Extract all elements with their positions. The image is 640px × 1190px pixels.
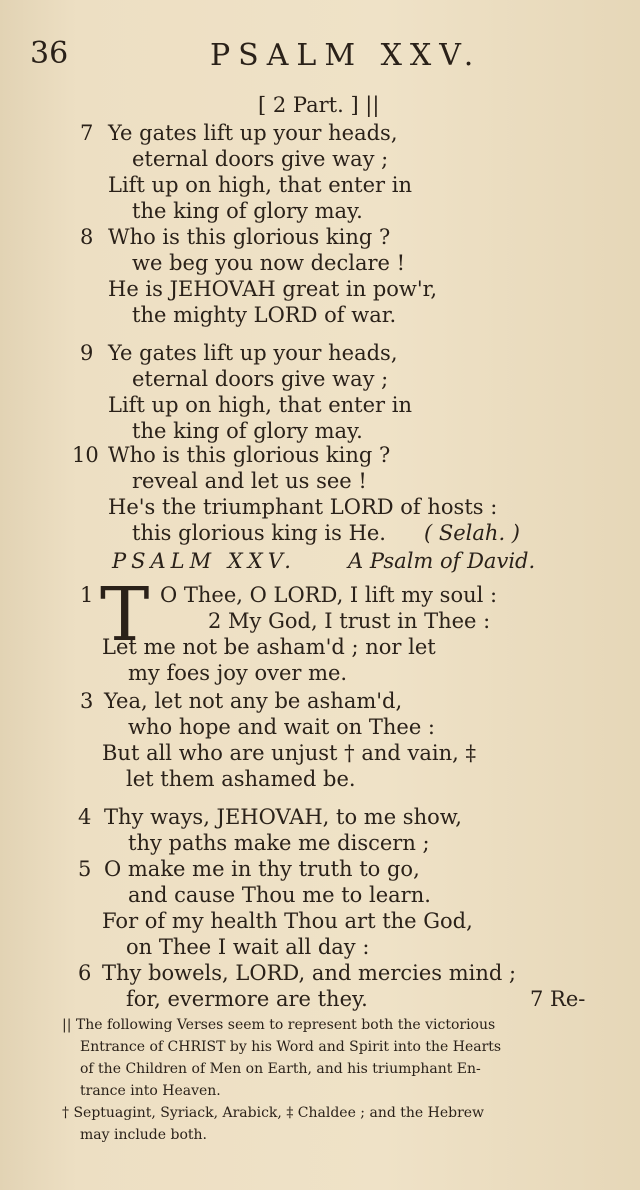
verse-line: on Thee I wait all day : (126, 935, 370, 959)
selah-mark: ( Selah. ) (424, 521, 520, 545)
verse-number: 10 (72, 443, 99, 467)
verse-line: 2 My God, I trust in Thee : (208, 609, 491, 633)
verse-line: He is JEHOVAH great in pow'r, (108, 277, 438, 301)
verse-line: for, evermore are they. (126, 987, 368, 1011)
verse-number: 4 (78, 805, 92, 829)
verse-line: Lift up on high, that enter in (108, 173, 412, 197)
verse-number: 9 (80, 341, 94, 365)
verse-line: who hope and wait on Thee : (128, 715, 436, 739)
verse-line: Who is this glorious king ? (108, 443, 391, 467)
verse-line: this glorious king is He. (132, 521, 386, 545)
verse-number: 7 (80, 121, 94, 145)
psalm-subtitle: A Psalm of David. (348, 549, 536, 573)
verse-number: 8 (80, 225, 94, 249)
verse-number: 3 (80, 689, 94, 713)
part-heading: [ 2 Part. ] || (258, 93, 380, 117)
footnote-line: may include both. (80, 1127, 207, 1143)
verse-line: reveal and let us see ! (132, 469, 367, 493)
verse-line: Who is this glorious king ? (108, 225, 391, 249)
verse-number: 1 (80, 583, 94, 607)
verse-line: Let me not be asham'd ; nor let (102, 635, 436, 659)
verse-line: eternal doors give way ; (132, 147, 389, 171)
verse-line: we beg you now declare ! (132, 251, 406, 275)
catchword: 7 Re- (530, 987, 586, 1011)
footnote-line: || The following Verses seem to represent both the victorious (62, 1017, 496, 1033)
verse-line: O Thee, O LORD, I lift my soul : (160, 583, 498, 607)
verse-number: 6 (78, 961, 92, 985)
verse-line: my foes joy over me. (128, 661, 348, 685)
verse-line: Thy bowels, LORD, and mercies mind ; (102, 961, 517, 985)
footnote-line: of the Children of Men on Earth, and his triumphant En- (80, 1061, 481, 1077)
footnote-line: trance into Heaven. (80, 1083, 221, 1099)
verse-line: and cause Thou me to learn. (128, 883, 431, 907)
verse-line: let them ashamed be. (126, 767, 356, 791)
footnote-line: † Septuagint, Syriack, Arabick, ‡ Chaldee ; and the Hebrew (62, 1105, 485, 1121)
verse-line: Yea, let not any be asham'd, (104, 689, 403, 713)
page-number: 36 (30, 36, 69, 71)
psalm-title: PSALM XXV. (112, 549, 296, 573)
verse-line: Ye gates lift up your heads, (108, 121, 398, 145)
running-title: PSALM XXV. (210, 38, 482, 73)
verse-line: eternal doors give way ; (132, 367, 389, 391)
verse-line: Thy ways, JEHOVAH, to me show, (104, 805, 462, 829)
verse-line: thy paths make me discern ; (128, 831, 430, 855)
verse-line: the king of glory may. (132, 199, 363, 223)
verse-line: the king of glory may. (132, 419, 363, 443)
verse-number: 5 (78, 857, 92, 881)
verse-line: He's the triumphant LORD of hosts : (108, 495, 498, 519)
verse-line: the mighty LORD of war. (132, 303, 397, 327)
page-header (0, 36, 640, 76)
verse-line: Ye gates lift up your heads, (108, 341, 398, 365)
verse-line: O make me in thy truth to go, (104, 857, 420, 881)
drop-cap: T (100, 572, 150, 658)
footnote-line: Entrance of CHRIST by his Word and Spirit into the Hearts (80, 1039, 502, 1055)
verse-line: But all who are unjust † and vain, ‡ (102, 741, 476, 765)
verse-line: For of my health Thou art the God, (102, 909, 473, 933)
verse-line: Lift up on high, that enter in (108, 393, 412, 417)
